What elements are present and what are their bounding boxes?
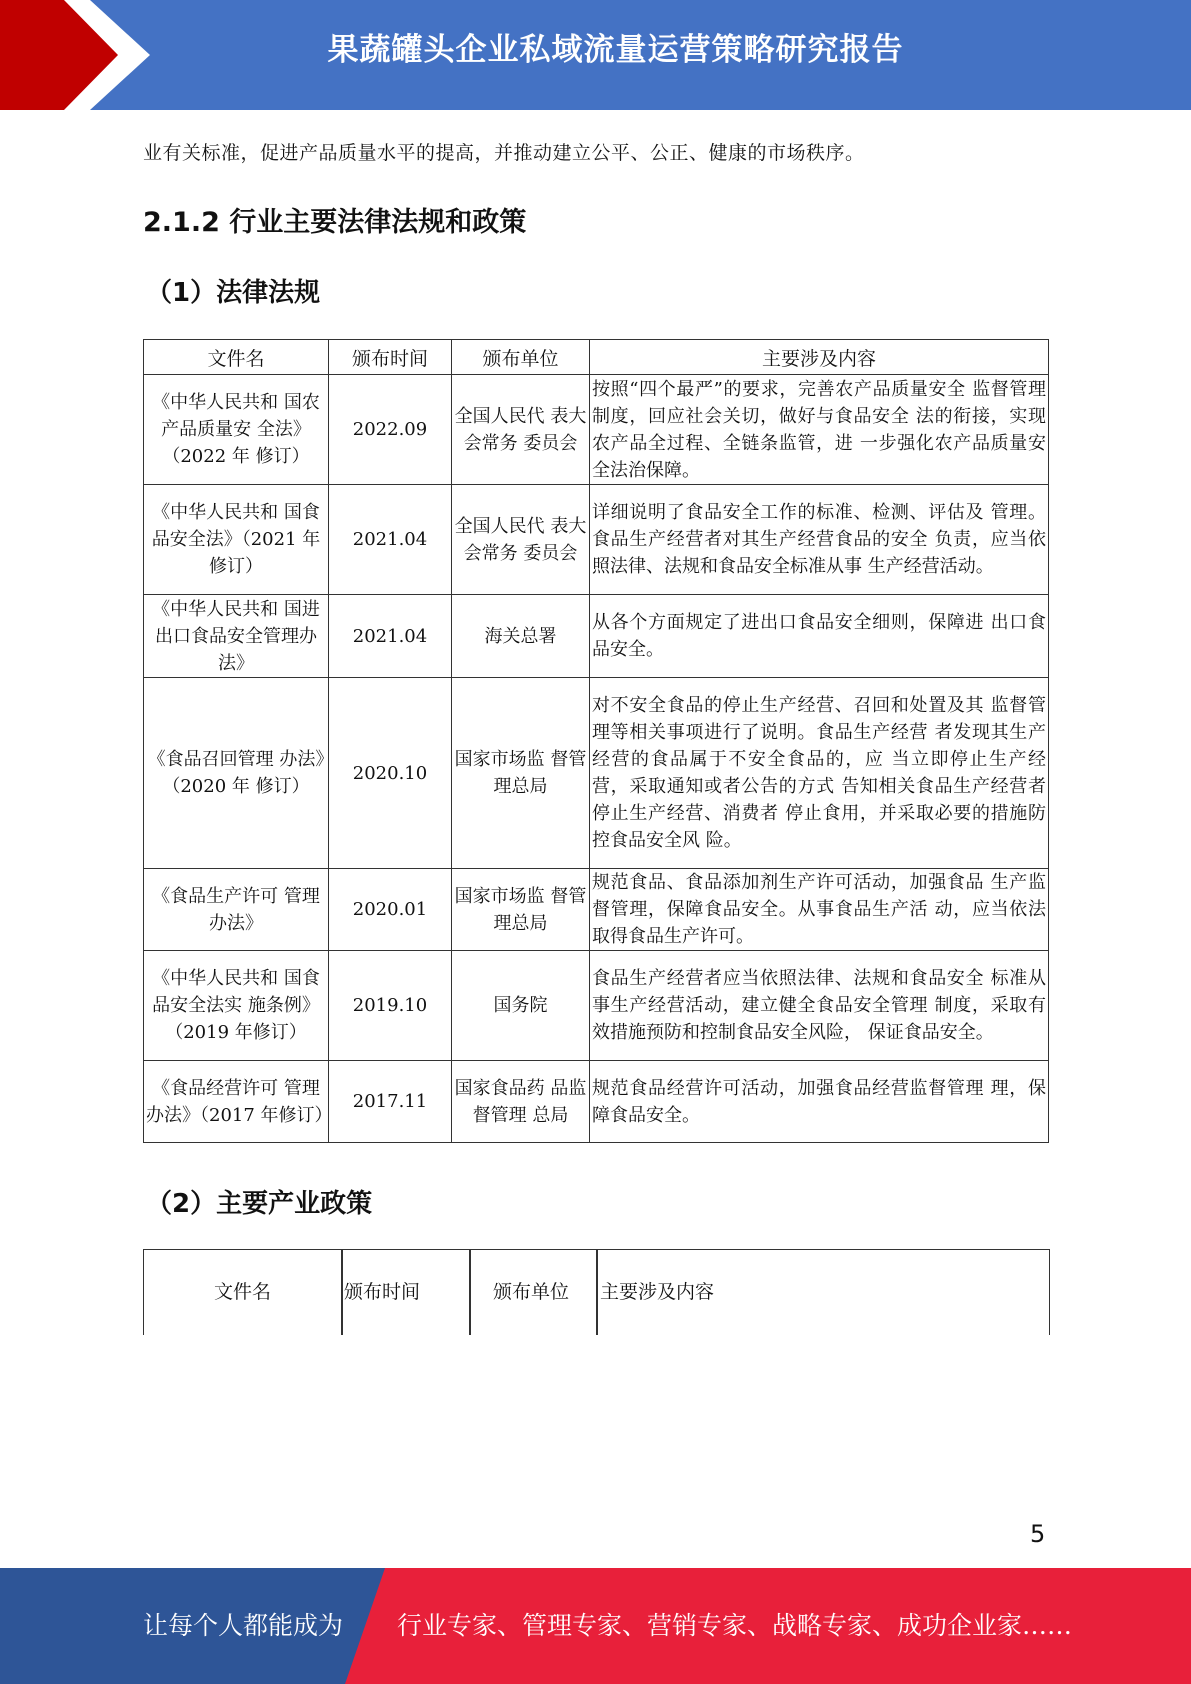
cell-content: 详细说明了食品安全工作的标准、检测、评估及 管理。食品生产经营者对其生产经营食品的安全 负责，应当依照法律、法规和食品安全标准从事 生产经营活动。 xyxy=(590,485,1049,595)
page-number: 5 xyxy=(1030,1520,1046,1548)
cell-date: 2020.10 xyxy=(329,678,452,869)
cell-name: 《食品召回管理 办法》（2020 年 修订） xyxy=(144,678,329,869)
cell-date: 2021.04 xyxy=(329,595,452,678)
cell-content: 对不安全食品的停止生产经营、召回和处置及其 监督管理等相关事项进行了说明。食品生产经营 者发现其生产经营的食品属于不安全食品的，应 当立即停止生产经营，采取通知或者公告的方式 告知相关食品生产经营者停止生产经营、消费者 停止食用，并采取必要的措施防控食品安全风 险。 xyxy=(590,678,1049,869)
footer-slogan-left: 让每个人都能成为 xyxy=(143,1611,344,1640)
column-divider xyxy=(469,1250,471,1335)
col-header-date: 颁布时间 xyxy=(344,1281,421,1303)
cell-name: 《食品经营许可 管理办法》（2017 年修订） xyxy=(144,1061,329,1143)
cell-content: 从各个方面规定了进出口食品安全细则，保障进 出口食品安全。 xyxy=(590,595,1049,678)
table-row xyxy=(144,1061,1049,1143)
section-heading: 2.1.2 行业主要法律法规和政策 xyxy=(143,207,527,238)
cell-date: 2020.01 xyxy=(329,869,452,951)
cell-org: 国家市场监 督管理总局 xyxy=(452,869,590,951)
col-header-content: 主要涉及内容 xyxy=(590,340,1049,375)
cell-name: 《中华人民共和 国农产品质量安 全法》（2022 年 修订） xyxy=(144,375,329,485)
cell-content: 规范食品经营许可活动，加强食品经营监督管理 理，保障食品安全。 xyxy=(590,1061,1049,1143)
cell-date: 2017.11 xyxy=(329,1061,452,1143)
policies-table xyxy=(143,1249,1050,1335)
cell-org: 国家市场监 督管理总局 xyxy=(452,678,590,869)
cell-name: 《食品生产许可 管理办法》 xyxy=(144,869,329,951)
cell-org: 海关总署 xyxy=(452,595,590,678)
page-footer xyxy=(0,1568,1191,1684)
header-title: 果蔬罐头企业私域流量运营策略研究报告 xyxy=(327,32,904,68)
col-header-name: 文件名 xyxy=(214,1281,272,1303)
col-header-content: 主要涉及内容 xyxy=(600,1281,715,1303)
laws-table xyxy=(143,339,1049,1143)
column-divider xyxy=(596,1250,598,1335)
col-header-org: 颁布单位 xyxy=(452,340,590,375)
cell-name: 《中华人民共和 国食品安全法》（2021 年修订） xyxy=(144,485,329,595)
cell-org: 国务院 xyxy=(452,951,590,1061)
cell-content: 按照“四个最严”的要求，完善农产品质量安全 监督管理制度，回应社会关切，做好与食品安全 法的衔接，实现农产品全过程、全链条监管，进 一步强化农产品质量安全法治保障。 xyxy=(590,375,1049,485)
subheading-policies: （2）主要产业政策 xyxy=(146,1189,373,1219)
table-row xyxy=(144,869,1049,951)
cell-org: 全国人民代 表大会常务 委员会 xyxy=(452,485,590,595)
cell-content: 食品生产经营者应当依照法律、法规和食品安全 标准从事生产经营活动，建立健全食品安全管理 制度，采取有效措施预防和控制食品安全风险， 保证食品安全。 xyxy=(590,951,1049,1061)
table-row xyxy=(144,678,1049,869)
cell-name: 《中华人民共和 国进出口食品安全管理办法》 xyxy=(144,595,329,678)
table-header-row xyxy=(144,340,1049,375)
col-header-date: 颁布时间 xyxy=(329,340,452,375)
cell-content: 规范食品、食品添加剂生产许可活动，加强食品 生产监督管理，保障食品安全。从事食品生产活 动，应当依法取得食品生产许可。 xyxy=(590,869,1049,951)
cell-org: 国家食品药 品监督管理 总局 xyxy=(452,1061,590,1143)
footer-slogan-right: 行业专家、管理专家、营销专家、战略专家、成功企业家…… xyxy=(397,1611,1073,1640)
page-header xyxy=(0,0,1191,110)
table-row xyxy=(144,595,1049,678)
cell-date: 2021.04 xyxy=(329,485,452,595)
col-header-name: 文件名 xyxy=(144,340,329,375)
cell-name: 《中华人民共和 国食品安全法实 施条例》（2019 年修订） xyxy=(144,951,329,1061)
table-row xyxy=(144,485,1049,595)
cell-date: 2019.10 xyxy=(329,951,452,1061)
column-divider xyxy=(341,1250,343,1335)
table-row xyxy=(144,375,1049,485)
cell-org: 全国人民代 表大会常务 委员会 xyxy=(452,375,590,485)
cell-date: 2022.09 xyxy=(329,375,452,485)
subheading-laws: （1）法律法规 xyxy=(146,278,321,308)
col-header-org: 颁布单位 xyxy=(493,1281,570,1303)
table-row xyxy=(144,951,1049,1061)
intro-paragraph: 业有关标准，促进产品质量水平的提高，并推动建立公平、公正、健康的市场秩序。 xyxy=(143,142,865,164)
